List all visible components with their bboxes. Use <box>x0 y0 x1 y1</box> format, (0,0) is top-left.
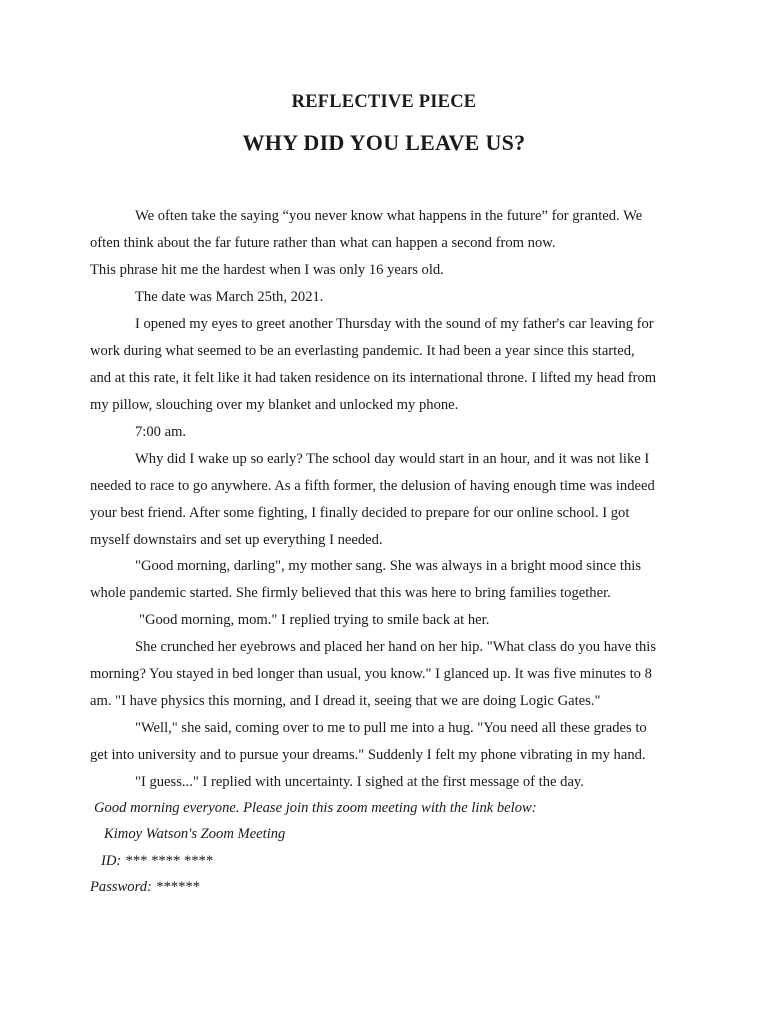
meeting-password-value: ****** <box>155 879 200 895</box>
meeting-id-value: *** **** **** <box>124 853 213 869</box>
paragraph-line: This phrase hit me the hardest when I was only 16 years old. <box>90 262 444 278</box>
paragraph-line: work during what seemed to be an everlasting pandemic. It had been a year since this started, <box>90 343 635 359</box>
message-greeting: Good morning everyone. Please join this zoom meeting with the link below: <box>94 800 537 816</box>
meeting-title: Kimoy Watson's Zoom Meeting <box>104 826 286 842</box>
paragraph-line: my pillow, slouching over my blanket and unlocked my phone. <box>90 397 459 413</box>
meeting-password-label: Password: <box>90 879 152 895</box>
paragraph-line: "I guess..." I replied with uncertainty. I sighed at the first message of the day. <box>135 774 584 790</box>
paragraph-line: The date was March 25th, 2021. <box>135 289 324 305</box>
paragraph-line: "Well," she said, coming over to me to pull me into a hug. "You need all these grades to <box>135 720 647 736</box>
paragraph-line: get into university and to pursue your dreams." Suddenly I felt my phone vibrating in my hand. <box>90 747 646 763</box>
document-subtitle: WHY DID YOU LEAVE US? <box>242 130 526 155</box>
paragraph-line: morning? You stayed in bed longer than usual, you know." I glanced up. It was five minutes to 8 <box>90 666 652 682</box>
paragraph-line: "Good morning, mom." I replied trying to smile back at her. <box>139 612 490 628</box>
meeting-id-label: ID: <box>101 853 122 869</box>
paragraph-line: I opened my eyes to greet another Thursday with the sound of my father's car leaving for <box>135 316 654 332</box>
paragraph-line: and at this rate, it felt like it had taken residence on its international throne. I lifted my head from <box>90 370 657 386</box>
document-title: REFLECTIVE PIECE <box>291 92 477 112</box>
paragraph-line: We often take the saying “you never know what happens in the future” for granted. We <box>135 208 643 224</box>
meeting-password <box>90 878 199 896</box>
paragraph-line: your best friend. After some fighting, I finally decided to prepare for our online school. I got <box>90 505 630 521</box>
paragraph-line: often think about the far future rather than what can happen a second from now. <box>90 235 556 251</box>
paragraph-line: needed to race to go anywhere. As a fifth former, the delusion of having enough time was indeed <box>90 478 655 494</box>
paragraph-line: She crunched her eyebrows and placed her hand on her hip. "What class do you have this <box>135 639 657 655</box>
paragraph-line: whole pandemic started. She firmly believed that this was here to bring families together. <box>90 585 611 601</box>
paragraph-line: "Good morning, darling", my mother sang. She was always in a bright mood since this <box>135 558 642 574</box>
paragraph-line: 7:00 am. <box>135 424 187 440</box>
paragraph-line: myself downstairs and set up everything I needed. <box>90 532 383 548</box>
paragraph-line: am. "I have physics this morning, and I dread it, seeing that we are doing Logic Gates." <box>90 693 601 709</box>
paragraph-line: Why did I wake up so early? The school day would start in an hour, and it was not like I <box>135 451 650 467</box>
meeting-id <box>101 852 212 870</box>
